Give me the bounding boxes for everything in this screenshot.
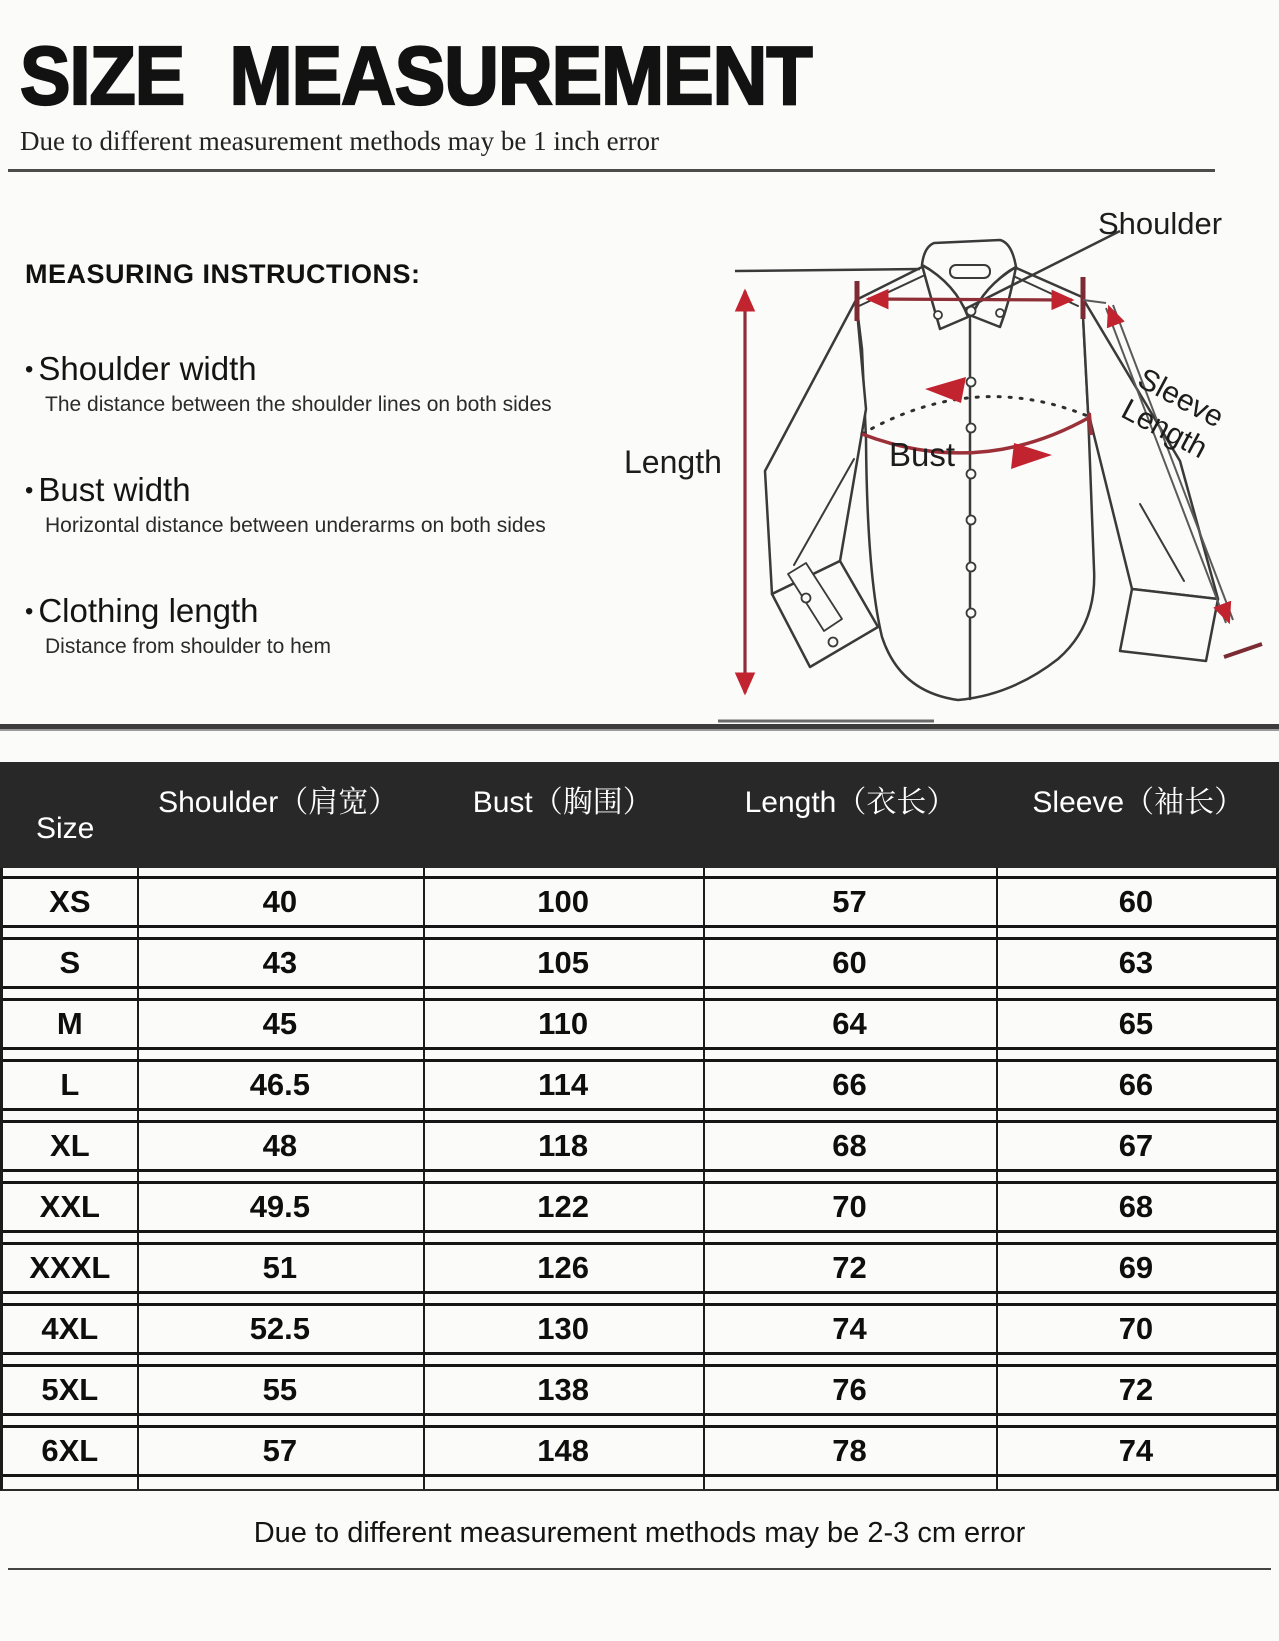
size-table-row (3, 937, 1276, 989)
cell-size: XXXL (29, 1250, 111, 1285)
cell-length: 78 (832, 1433, 867, 1468)
cell-bust: 148 (537, 1433, 589, 1468)
cell-bust: 114 (538, 1067, 589, 1102)
size-table-row (3, 1181, 1276, 1233)
cell-shoulder: 48 (262, 1128, 298, 1163)
cell-sleeve: 69 (1118, 1250, 1154, 1285)
column-header-shoulder: Shoulder（肩宽） (158, 786, 399, 819)
column-header-sleeve: Sleeve（袖长） (1032, 786, 1245, 819)
size-table-row (3, 1364, 1276, 1416)
cell-shoulder: 57 (262, 1433, 298, 1468)
cell-size: S (59, 945, 81, 980)
cell-size: XL (50, 1128, 90, 1163)
size-table-row (3, 1425, 1276, 1477)
instruction-item-clothing-length (25, 592, 625, 659)
cell-bust: 138 (537, 1372, 589, 1407)
cell-size: XXL (39, 1189, 100, 1224)
page-subtitle: Due to different measurement methods may be 1 inch error (20, 126, 660, 156)
cell-sleeve: 70 (1118, 1311, 1154, 1346)
cell-size: M (56, 1006, 83, 1041)
size-table-row (3, 876, 1276, 928)
cell-shoulder: 52.5 (249, 1311, 311, 1346)
cell-length: 60 (832, 945, 867, 980)
cell-bust: 118 (538, 1128, 589, 1163)
column-header-bust: Bust（胸围） (472, 786, 653, 819)
size-table-row (3, 1059, 1276, 1111)
table-top-divider (0, 724, 1279, 731)
cell-sleeve: 72 (1118, 1372, 1154, 1407)
cell-sleeve: 74 (1118, 1433, 1154, 1468)
cell-shoulder: 40 (262, 884, 298, 919)
measuring-instructions (25, 259, 625, 659)
cell-shoulder: 51 (262, 1250, 298, 1285)
cell-length: 68 (832, 1128, 867, 1163)
size-table-body (0, 868, 1279, 1491)
diagram-label-sleeve-length: Sleeve Length (1116, 362, 1229, 465)
cell-sleeve: 65 (1118, 1006, 1154, 1041)
cell-bust: 126 (537, 1250, 589, 1285)
cell-length: 72 (832, 1250, 867, 1285)
instructions-heading: MEASURING INSTRUCTIONS: (25, 259, 421, 289)
cell-size: 5XL (41, 1372, 99, 1407)
cell-sleeve: 68 (1118, 1189, 1154, 1224)
column-header-size: Size (36, 812, 95, 845)
cell-size: L (60, 1067, 80, 1102)
cell-length: 70 (832, 1189, 867, 1224)
footer-note: Due to different measurement methods may be 2-3 cm error (253, 1517, 1026, 1549)
cell-length: 64 (832, 1006, 867, 1041)
cell-bust: 105 (537, 945, 589, 980)
instruction-term: • Clothing length (25, 592, 625, 630)
bottom-divider (8, 1568, 1271, 1570)
cell-shoulder: 43 (262, 945, 298, 980)
cell-size: 4XL (41, 1311, 99, 1346)
header (0, 0, 1279, 172)
cell-sleeve: 60 (1118, 884, 1154, 919)
cell-shoulder: 45 (262, 1006, 298, 1041)
cell-length: 76 (832, 1372, 867, 1407)
column-header-length: Length（衣长） (744, 786, 957, 819)
cell-size: 6XL (41, 1433, 99, 1468)
instruction-term: • Shoulder width (25, 350, 625, 388)
cell-length: 66 (832, 1067, 867, 1102)
cell-sleeve: 67 (1118, 1128, 1154, 1163)
instruction-item-bust-width (25, 471, 625, 538)
diagram-label-length: Length (624, 444, 722, 480)
diagram-label-bust: Bust (889, 436, 956, 473)
instruction-description: Horizontal distance between underarms on both sides (45, 514, 546, 537)
size-table-row (3, 1120, 1276, 1172)
cell-bust: 130 (537, 1311, 589, 1346)
instruction-description: The distance between the shoulder lines on both sides (45, 393, 552, 416)
size-table-row (3, 1303, 1276, 1355)
cell-bust: 110 (538, 1006, 589, 1041)
instruction-term: • Bust width (25, 471, 625, 509)
size-table (0, 762, 1279, 1491)
cell-shoulder: 55 (262, 1372, 298, 1407)
size-table-row (3, 1242, 1276, 1294)
cell-size: XS (49, 884, 91, 919)
instruction-description: Distance from shoulder to hem (45, 635, 331, 658)
cell-length: 57 (832, 884, 867, 919)
cell-sleeve: 63 (1118, 945, 1154, 980)
cell-bust: 122 (537, 1189, 589, 1224)
cell-shoulder: 49.5 (249, 1189, 311, 1224)
cell-bust: 100 (537, 884, 589, 919)
size-table-row (3, 998, 1276, 1050)
page-title: SIZE MEASUREMENT (20, 28, 812, 122)
diagram-label-shoulder: Shoulder (1098, 206, 1223, 241)
cell-sleeve: 66 (1118, 1067, 1154, 1102)
instruction-item-shoulder-width (25, 350, 625, 417)
size-table-header (0, 762, 1279, 868)
cell-shoulder: 46.5 (249, 1067, 311, 1102)
cell-length: 74 (832, 1311, 867, 1346)
middle-section (0, 172, 1279, 724)
